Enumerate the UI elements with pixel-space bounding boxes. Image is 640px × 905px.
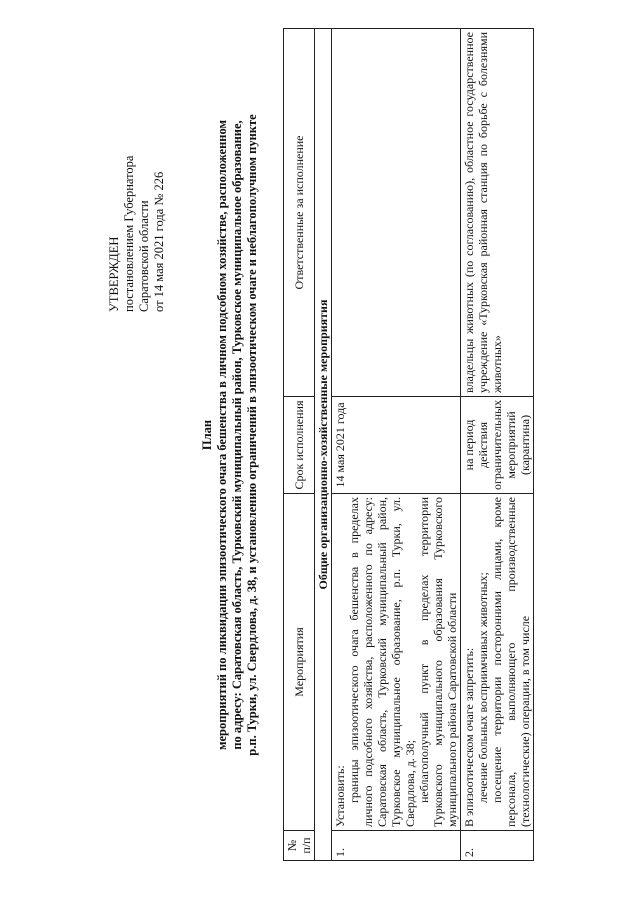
row-responsible: владельцы животных (по согласованию), областное государственное учреждение «Турковская районная станция по борьбе с болезнями животных» bbox=[461, 29, 534, 397]
approval-line-1: УТВЕРЖДЕН bbox=[107, 236, 121, 312]
activity-paragraph: границы эпизоотического очага бешенства в пределах личного подсобного хозяйства, расположенного по адресу: Саратовская область, Турковский муниципальный район, Турковское муниципальное образование, р.п. Турки, ул. Свердлова, д. 38; bbox=[347, 497, 417, 827]
approval-line-2: постановлением Губернатора bbox=[122, 155, 136, 312]
table-row bbox=[332, 29, 461, 861]
row-responsible bbox=[332, 29, 461, 397]
row-term: на период действия ограничительных мероприятий (карантина) bbox=[461, 396, 534, 493]
header-responsible: Ответственные за исполнение bbox=[284, 29, 315, 397]
activity-paragraph: лечение больных восприимчивых животных; bbox=[476, 572, 490, 803]
section-title: Общие организационно-хозяйственные мероприятия bbox=[315, 29, 332, 861]
row-activities bbox=[332, 494, 461, 831]
table-header-row bbox=[284, 29, 315, 861]
activity-paragraph: посещение территории посторонними лицами, кроме персонала, выполняющего производственные (технологические) операции, в том числе bbox=[490, 497, 532, 827]
approval-stamp bbox=[107, 156, 167, 312]
activity-intro: В эпизоотическом очаге запретить: bbox=[462, 647, 476, 827]
title-line-1: мероприятий по ликвидации эпизоотического очага бешенства в личном подсобном хозяйстве, расположенном bbox=[215, 119, 229, 751]
header-term: Срок исполнения bbox=[284, 396, 315, 493]
row-num: 2. bbox=[461, 831, 534, 861]
plan-table bbox=[283, 28, 534, 861]
approval-line-4: от 14 мая 2021 года № 226 bbox=[152, 171, 166, 312]
activity-paragraph: неблагополучный пункт в пределах территории Турковского муниципального образования Турковского муниципального района Саратовской области bbox=[417, 497, 459, 827]
title-line-3: р.п. Турки, ул. Свердлова, д. 38, и установлению ограничений в эпизоотическом очаге и неблагополучном пункте bbox=[245, 114, 259, 756]
title-line-2: по адресу: Саратовская область, Турковский муниципальный район, Турковское муниципальное образование, bbox=[230, 120, 244, 750]
row-activities bbox=[461, 494, 534, 831]
row-num: 1. bbox=[332, 831, 461, 861]
table-row bbox=[461, 29, 534, 861]
document-title bbox=[200, 25, 260, 845]
section-row bbox=[315, 29, 332, 861]
row-term: 14 мая 2021 года bbox=[332, 396, 461, 493]
header-num: № п/п bbox=[284, 831, 315, 861]
title-heading: План bbox=[200, 419, 214, 451]
activity-intro: Установить: bbox=[333, 765, 347, 827]
header-activities: Мероприятия bbox=[284, 494, 315, 831]
approval-line-3: Саратовской области bbox=[137, 200, 151, 312]
